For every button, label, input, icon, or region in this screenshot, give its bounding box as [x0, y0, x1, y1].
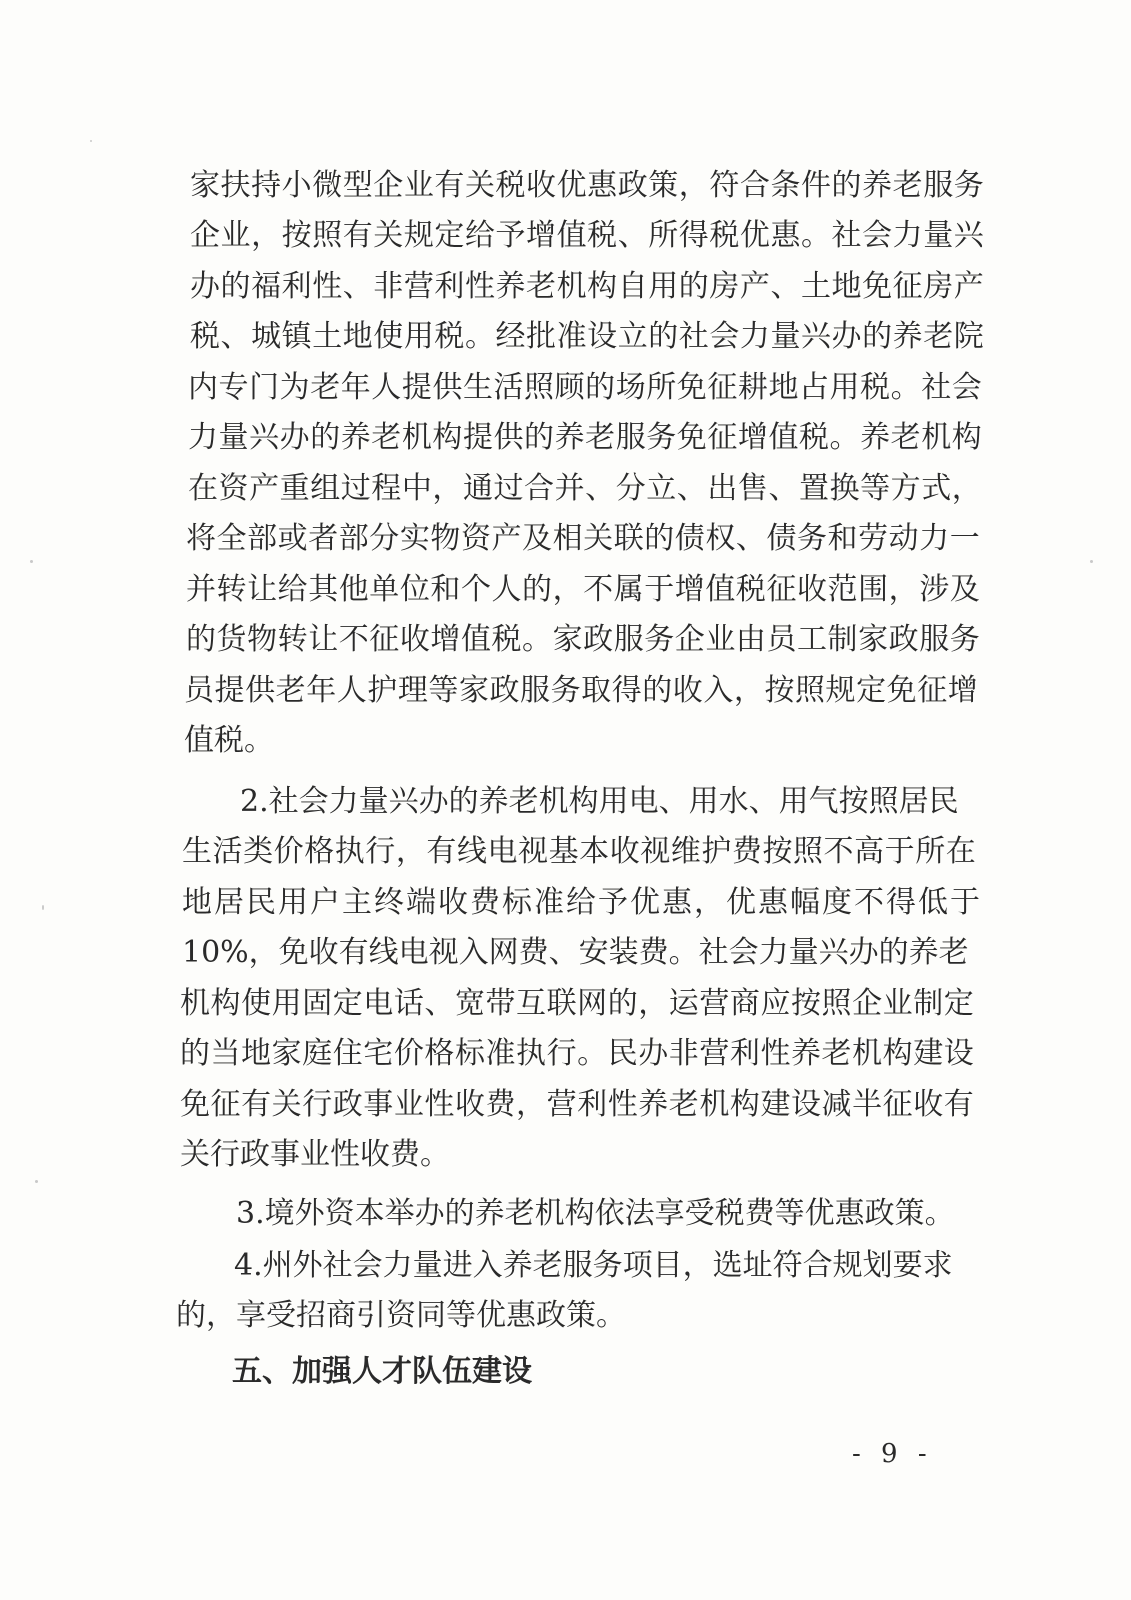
scan-speck	[90, 140, 92, 142]
body-line-15: 地居民用户主终端收费标准给予优惠，优惠幅度不得低于	[182, 885, 982, 920]
body-line-23: 的，享受招商引资同等优惠政策。	[176, 1298, 626, 1333]
body-line-17: 机构使用固定电话、宽带互联网的，运营商应按照企业制定	[180, 986, 975, 1021]
scan-speck	[1090, 560, 1093, 563]
body-line-3: 办的福利性、非营利性养老机构自用的房产、土地免征房产	[190, 269, 985, 304]
body-line-20: 关行政事业性收费。	[180, 1137, 450, 1172]
body-line-5: 内专门为老年人提供生活照顾的场所免征耕地占用税。社会	[188, 370, 983, 405]
body-line-1: 家扶持小微型企业有关税收优惠政策，符合条件的养老服务	[190, 168, 985, 203]
scan-speck	[35, 1180, 38, 1183]
body-line-4: 税、城镇土地使用税。经批准设立的社会力量兴办的养老院	[190, 319, 985, 354]
section-heading: 五、加强人才队伍建设	[232, 1354, 532, 1389]
body-line-12: 值税。	[184, 723, 274, 758]
body-line-10: 的货物转让不征收增值税。家政服务企业由员工制家政服务	[186, 622, 981, 657]
body-line-22: 4.州外社会力量进入养老服务项目，选址符合规划要求	[234, 1248, 953, 1283]
body-line-21: 3.境外资本举办的养老机构依法享受税费等优惠政策。	[236, 1196, 955, 1231]
body-line-18: 的当地家庭住宅价格标准执行。民办非营利性养老机构建设	[180, 1036, 975, 1071]
body-line-2: 企业，按照有关规定给予增值税、所得税优惠。社会力量兴	[190, 218, 985, 253]
body-line-14: 生活类价格执行，有线电视基本收视维护费按照不高于所在	[182, 834, 977, 869]
scan-speck	[42, 905, 44, 910]
body-line-8: 将全部或者部分实物资产及相关联的债权、债务和劳动力一	[186, 521, 981, 556]
body-line-13: 2.社会力量兴办的养老机构用电、用水、用气按照居民	[240, 784, 959, 819]
page-number: - 9 -	[852, 1439, 933, 1469]
body-line-9: 并转让给其他单位和个人的，不属于增值税征收范围，涉及	[186, 572, 981, 607]
body-line-16: 10%，免收有线电视入网费、安装费。社会力量兴办的养老	[182, 935, 969, 970]
body-line-6: 力量兴办的养老机构提供的养老服务免征增值税。养老机构	[188, 420, 983, 455]
body-line-11: 员提供老年人护理等家政服务取得的收入，按照规定免征增	[184, 673, 979, 708]
body-line-19: 免征有关行政事业性收费，营利性养老机构建设减半征收有	[180, 1087, 975, 1122]
body-line-7: 在资产重组过程中，通过合并、分立、出售、置换等方式，	[188, 471, 983, 506]
scan-speck	[30, 560, 33, 563]
